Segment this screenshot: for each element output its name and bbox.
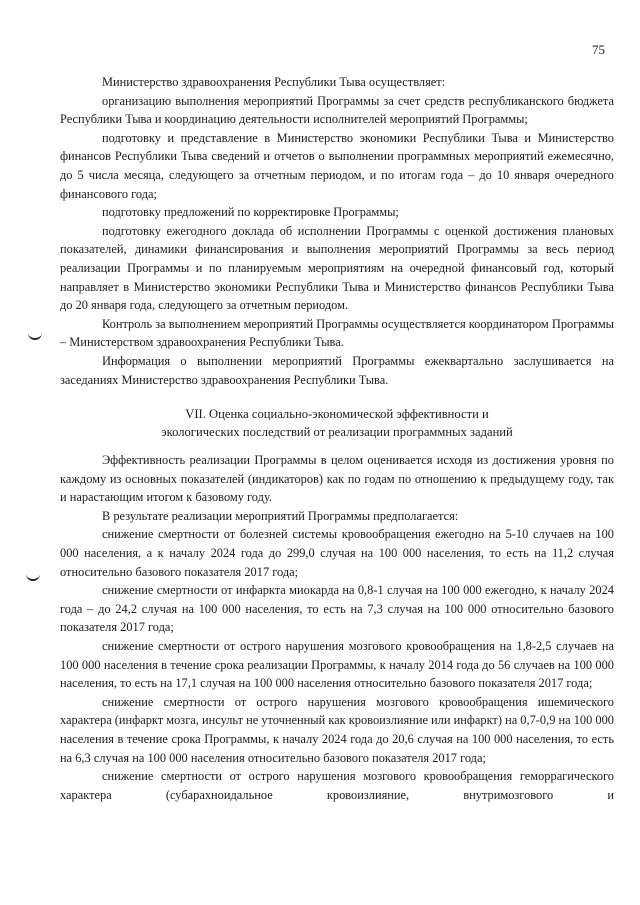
section-heading-line-1: VII. Оценка социально-экономической эффективности и — [185, 407, 489, 422]
paragraph: снижение смертности от острого нарушения мозгового кровообращения геморрагического характера (субарахноидальное кровоизлияние, внутримозгового и — [60, 769, 614, 802]
paragraph: Контроль за выполнением мероприятий Программы осуществляется координатором Программы – Министерством здравоохранения Республики Тыва. — [60, 316, 614, 350]
paragraph: снижение смертности от болезней системы кровообращения ежегодно на 5-10 случаев на 100 000 населения, а к началу 2024 года до 299,0 случая на 100 000 населения, то есть на 11,2 случая относительно базового показателя 2017 года; — [60, 527, 614, 579]
document-body — [60, 73, 614, 804]
section-heading-line-2: экологических последствий от реализации программных заданий — [161, 425, 513, 440]
section-heading — [60, 405, 614, 441]
paragraph: снижение смертности от острого нарушения мозгового кровообращения на 1,8-2,5 случаев на 100 000 населения в течение срока реализации Программы, к началу 2014 года до 56 случаев на 100 000 населения, то есть на 17,1 случая на 100 000 населения относительно базового показателя 2017 года; — [60, 639, 614, 691]
paragraph: Министерство здравоохранения Республики Тыва осуществляет: — [102, 75, 446, 89]
paragraph: Информация о выполнении мероприятий Программы ежеквартально заслушивается на заседаниях Министерство здравоохранения Республики Тыва. — [60, 353, 614, 387]
paragraph: подготовку ежегодного доклада об исполнении Программы с оценкой достижения плановых показателей, динамики финансирования и выполнения мероприятий Программы за весь период реализации Программы и по планируемым мероприятиям на очередной финансовый год, который направляет в Министерство экономики Республики Тыва и Министерство финансов Республики Тыва до 20 января года, следующего за отчетным периодом. — [60, 223, 614, 313]
paragraph: подготовку предложений по корректировке Программы; — [102, 205, 399, 220]
margin-mark-1 — [28, 332, 42, 340]
paragraph: Эффективность реализации Программы в целом оценивается исходя из достижения уровня по каждому из основных показателей (индикаторов) как по годам по отношению к предыдущему году, так и нарастающим итогом к базовому году. — [60, 453, 614, 505]
paragraph: В результате реализации мероприятий Программы предполагается: — [102, 508, 459, 523]
section-body — [60, 451, 614, 804]
paragraph: подготовку и представление в Министерство экономики Республики Тыва и Министерство финансов Республики Тыва сведений и отчетов о выполнении программных мероприятий ежемесячно, до 5 числа месяца, следующего за отчетным периодом, и по итогам года – до 10 января очередного финансового года; — [60, 130, 614, 201]
paragraph: снижение смертности от инфаркта миокарда на 0,8-1 случая на 100 000 ежегодно, к началу 2024 года – до 24,2 случая на 100 000 населения, то есть на 7,3 случая на 100 000 относительно базового показателя 2017 года; — [60, 583, 614, 635]
margin-mark-2 — [26, 573, 40, 581]
paragraph: снижение смертности от острого нарушения мозгового кровообращения ишемического характера (инфаркт мозга, инсульт не уточненный как кровоизлияние или инфаркт) на 0,7-0,9 на 100 000 населения в течение срока Программы, к началу 2024 года до 20,6 случая на 100 000 населения, то есть на 6,3 случая на 100 000 населения относительно базового показателя 2017 года; — [60, 694, 614, 765]
paragraph: организацию выполнения мероприятий Программы за счет средств республиканского бюджета Республики Тыва и координацию деятельности исполнителей мероприятий Программы; — [60, 93, 614, 127]
page-number: 75 — [592, 42, 605, 57]
